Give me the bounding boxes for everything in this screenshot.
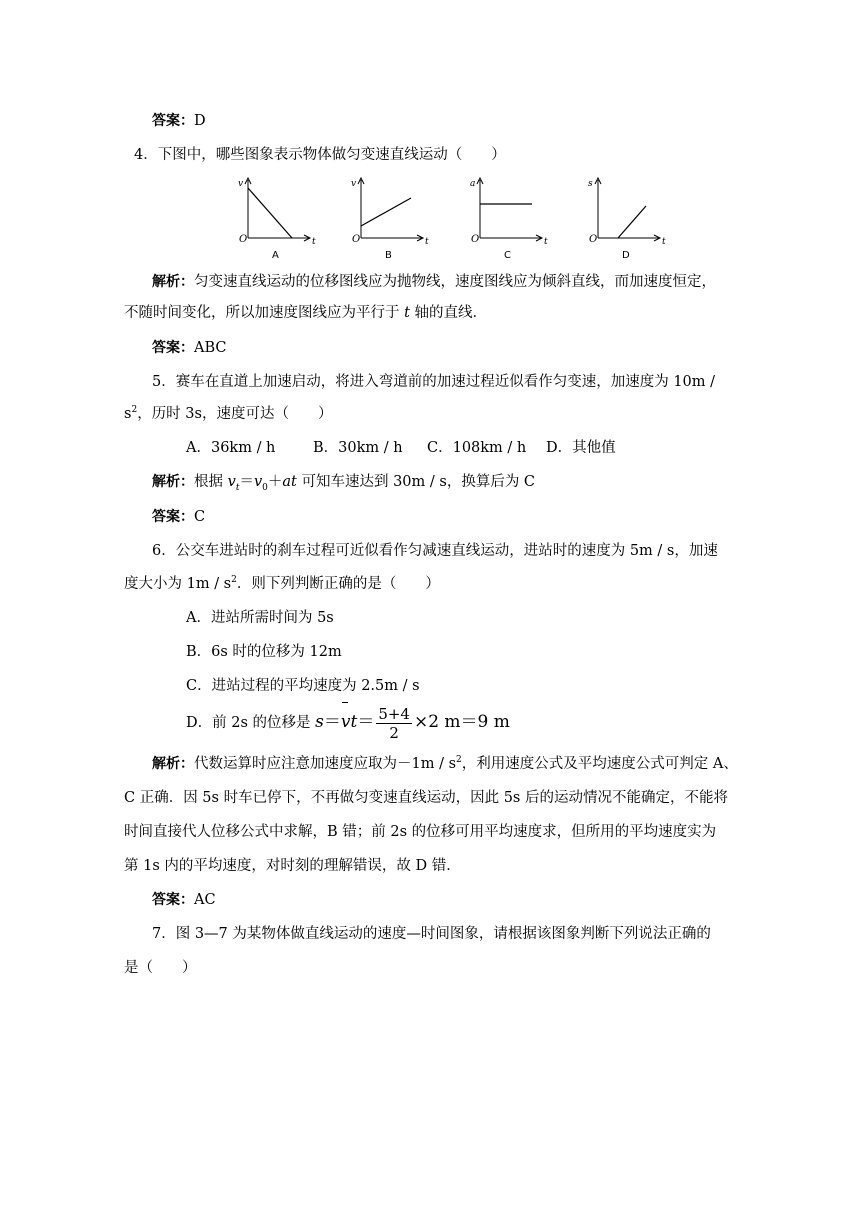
option-5d: D．其他值 [546, 440, 616, 456]
explanation-label: 解析： [152, 474, 194, 490]
answer-4 [152, 338, 227, 358]
graph-d [582, 172, 676, 262]
question-text: 度大小为 1m / s [124, 576, 232, 592]
question-4: 4．下图中，哪些图象表示物体做匀变速直线运动（ ） [134, 147, 506, 163]
variable-t: t [404, 305, 410, 321]
figure-row [228, 172, 668, 264]
fraction [376, 705, 412, 742]
figure-label: A [272, 250, 279, 261]
question-text: ，历时 3s，速度可达（ ） [137, 406, 333, 422]
explanation-5: 解析：根据 $v_t=v_0+at$ 可知车速达到 30m / s，换算后为 C [152, 474, 536, 493]
option-text: ×2 m＝9 m [413, 712, 510, 732]
x-axis-label: t [662, 237, 666, 247]
figure-label: D [622, 250, 630, 261]
origin-label: O [352, 234, 361, 245]
answer-value: AC [194, 892, 216, 908]
origin-label: O [239, 234, 248, 245]
formula-s: s [315, 712, 324, 732]
option-5a: A．36km / h [186, 440, 276, 456]
figure-b [345, 172, 439, 262]
figure-d [582, 172, 676, 262]
superscript: 2 [231, 575, 237, 586]
y-axis-label: v [351, 179, 357, 189]
answer-6 [152, 890, 216, 910]
figure-label: B [385, 250, 392, 261]
formula-t: t [350, 712, 358, 732]
answer-value: D [194, 113, 206, 129]
graph-a [232, 172, 326, 262]
question-7-line-1: 7．图 3—7 为某物体做直线运动的速度—时间图象，请根据该图象判断下列说法正确的 [152, 926, 711, 942]
fraction-denominator: 2 [389, 723, 399, 742]
y-axis-label: s [588, 179, 593, 189]
graph-b [345, 172, 439, 262]
unit-text: s [124, 406, 132, 422]
superscript: 2 [456, 755, 462, 766]
option-6d: D．前 2s 的位移是 s＝vt＝ $\frac{5+4}{2}$ ×2 m＝9 m [186, 702, 510, 743]
question-text: ．则下列判断正确的是（ ） [236, 576, 440, 592]
graph-c [464, 172, 558, 262]
answer-label: 答案： [152, 509, 194, 525]
question-6-line-1: 6．公交车进站时的刹车过程可近似看作匀减速直线运动，进站时的速度为 5m / s，加速 [152, 543, 718, 559]
figure-c [464, 172, 558, 262]
formula-vbar: v [341, 702, 351, 742]
answer-label: 答案： [152, 113, 194, 129]
answer-5 [152, 507, 205, 527]
option-text: D．前 2s 的位移是 [186, 715, 316, 731]
origin-label: O [589, 234, 598, 245]
question-6-line-2 [124, 574, 440, 594]
x-axis-label: t [425, 237, 429, 247]
fraction-numerator: 5+4 [378, 704, 410, 723]
formula-vt: $v_t$ [227, 474, 240, 493]
explanation-text: 代数运算时应注意加速度应取为－1m / s [194, 756, 457, 772]
option-5c: C．108km / h [427, 440, 527, 456]
formula-v0: v [253, 474, 263, 490]
origin-label: O [471, 234, 480, 245]
answer-label: 答案： [152, 340, 194, 356]
answer-value: ABC [194, 340, 227, 356]
explanation-text: 匀变速直线运动的位移图线应为抛物线，速度图线应为倾斜直线，而加速度恒定， [194, 274, 716, 290]
x-axis-label: t [544, 237, 548, 247]
explanation-6-line-2: C 正确．因 5s 时车已停下，不再做匀变速直线运动，因此 5s 后的运动情况不能确定，不能将 [124, 790, 728, 806]
question-5-line-1: 5．赛车在直道上加速启动，将进入弯道前的加速过程近似看作匀变速，加速度为 10m / [152, 374, 716, 390]
explanation-text: 根据 [194, 474, 228, 490]
option-6c: C．进站过程的平均速度为 2.5m / s [186, 678, 420, 694]
explanation-text: 可知车速达到 30m / s，换算后为 C [296, 474, 536, 490]
explanation-6-line-1 [152, 754, 738, 774]
formula-at: at [282, 474, 297, 490]
answer-3 [152, 111, 206, 131]
explanation-text: 轴的直线． [409, 305, 488, 321]
explanation-text: 不随时间变化，所以加速度图线应为平行于 [124, 305, 405, 321]
y-axis-label: a [470, 179, 476, 189]
question-7-line-2: 是（ ） [124, 960, 197, 976]
explanation-6-line-3: 时间直接代人位移公式中求解，B 错；前 2s 的位移可用平均速度求，但所用的平均速度实为 [124, 824, 717, 840]
question-5-line-2 [124, 404, 332, 424]
x-axis-label: t [312, 237, 316, 247]
superscript: 2 [131, 405, 138, 416]
option-6a: A．进站所需时间为 5s [186, 610, 334, 626]
explanation-label: 解析： [152, 274, 194, 290]
figure-a [232, 172, 326, 262]
explanation-text: ，利用速度公式及平均速度公式可判定 A、 [461, 756, 738, 772]
option-5b: B．30km / h [313, 440, 403, 456]
y-axis-label: v [238, 179, 244, 189]
answer-value: C [194, 509, 206, 525]
explanation-4-line-1 [152, 272, 716, 292]
option-6b: B．6s 时的位移为 12m [186, 644, 342, 660]
explanation-label: 解析： [152, 756, 194, 772]
answer-label: 答案： [152, 892, 194, 908]
figure-label: C [504, 250, 511, 261]
explanation-6-line-4: 第 1s 内的平均速度，对时刻的理解错误，故 D 错． [124, 858, 461, 874]
explanation-4-line-2 [124, 303, 487, 323]
